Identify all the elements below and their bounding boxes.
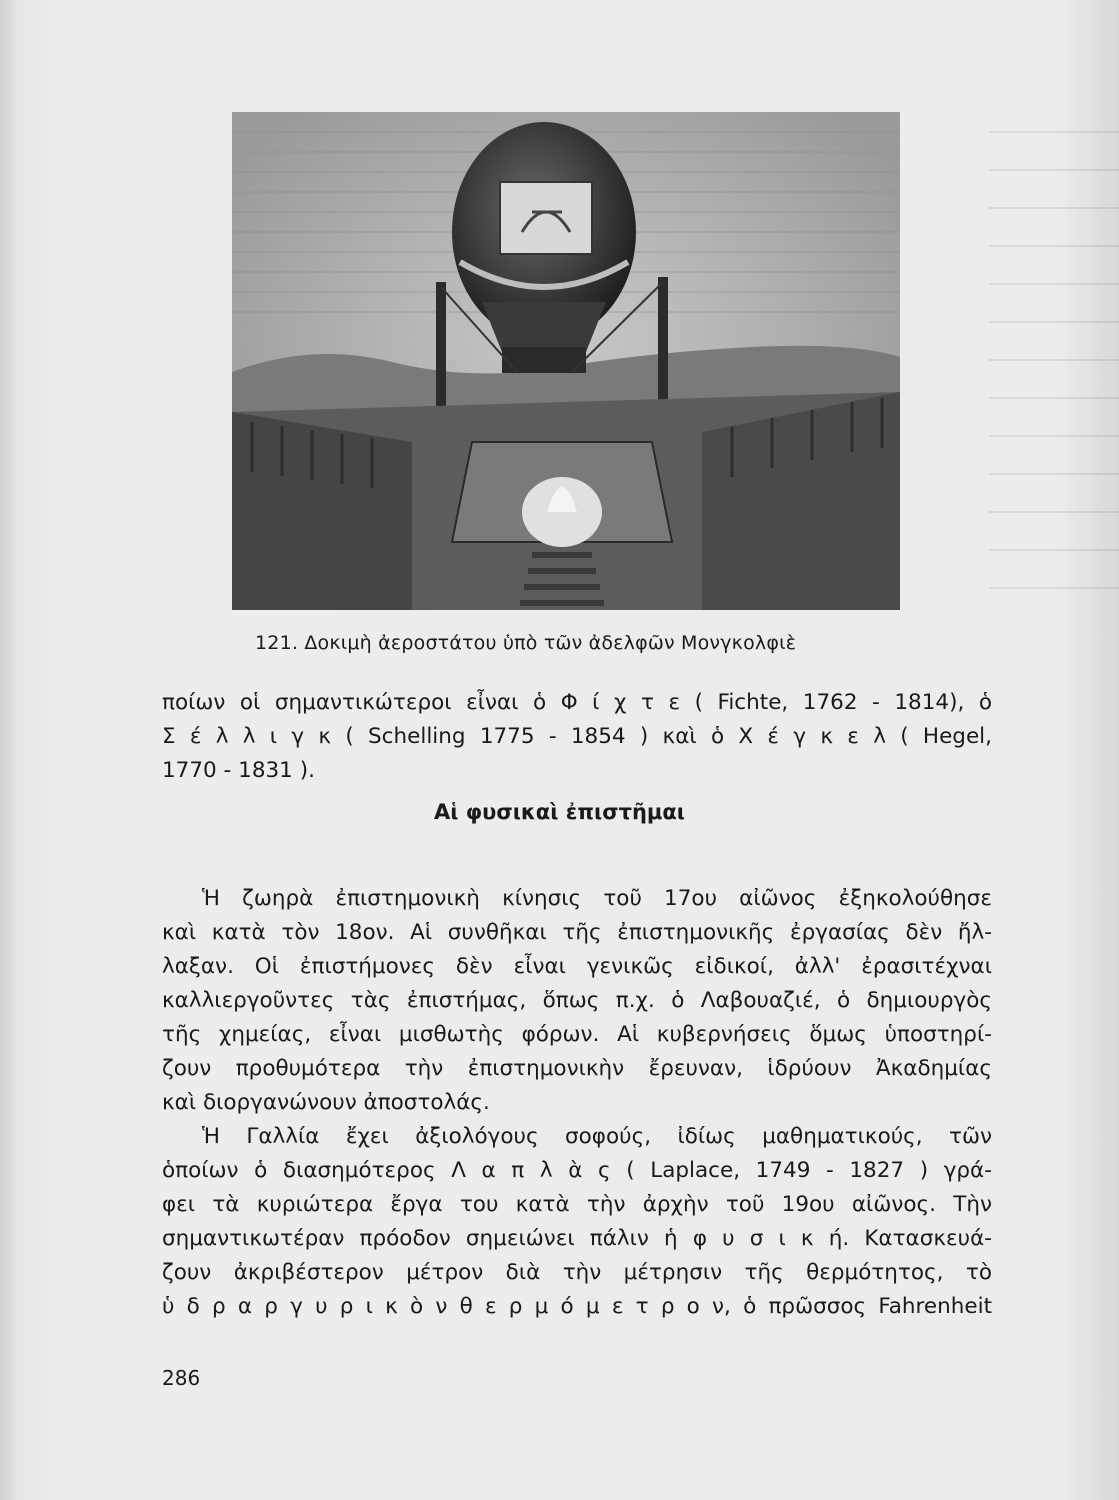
paragraph-2 <box>162 882 992 1324</box>
figure-caption: 121. Δοκιμὴ ἀεροστάτου ὑπὸ τῶν ἀδελφῶν Μονγκολφιὲ <box>255 632 797 654</box>
text-line: ὁποίων ὁ διασημότερος Λ α π λ ὰ ς ( Laplace, 1749 - 1827 ) γρά- <box>162 1158 992 1183</box>
text-line: σημαντικωτέραν πρόοδον σημειώνει πάλιν ἡ φ υ σ ι κ ή. Κατασκευά- <box>162 1226 992 1251</box>
balloon-illustration <box>232 112 900 610</box>
text-line: λαξαν. Οἱ ἐπιστήμονες δὲν εἶναι γενικῶς εἰδικοί, ἀλλ' ἐρασιτέχναι <box>162 954 992 979</box>
text-line: καλλιεργοῦντες τὰς ἐπιστήμας, ὅπως π.χ. ὁ Λαβουαζιέ, ὁ δημιουργὸς <box>162 988 992 1013</box>
text-line: Ἡ Γαλλία ἔχει ἀξιολόγους σοφούς, ἰδίως μαθηματικούς, τῶν <box>202 1124 992 1149</box>
show-through-text <box>989 95 1119 615</box>
text-line: Σ έ λ λ ι γ κ ( Schelling 1775 - 1854 ) καὶ ὁ Χ έ γ κ ε λ ( Hegel, <box>162 724 992 749</box>
text-line: 1770 - 1831 ). <box>162 758 315 783</box>
section-heading: Αἱ φυσικαὶ ἐπιστῆμαι <box>434 800 685 824</box>
paragraph-1 <box>162 686 992 788</box>
text-line: καὶ κατὰ τὸν 18ον. Αἱ συνθῆκαι τῆς ἐπιστημονικῆς ἐργασίας δὲν ἤλ- <box>162 920 992 945</box>
text-line: ζουν ἀκριβέστερον μέτρον διὰ τὴν μέτρησιν τῆς θερμότητος, τὸ <box>162 1260 992 1285</box>
text-line: ὑ δ ρ α ρ γ υ ρ ι κ ὸ ν θ ε ρ μ ό μ ε τ ρ ο ν, ὁ πρῶσσος Fahrenheit <box>162 1294 992 1319</box>
page-number: 286 <box>162 1366 201 1390</box>
text-line: Ἡ ζωηρὰ ἐπιστημονικὴ κίνησις τοῦ 17ου αἰῶνος ἐξηκολούθησε <box>202 886 992 911</box>
balloon-engraving <box>232 112 900 610</box>
text-line: ποίων οἱ σημαντικώτεροι εἶναι ὁ Φ ί χ τ ε ( Fichte, 1762 - 1814), ὁ <box>162 690 992 715</box>
text-line: τῆς χημείας, εἶναι μισθωτὴς φόρων. Αἱ κυβερνήσεις ὅμως ὑποστηρί- <box>162 1022 992 1047</box>
text-line: ζουν προθυμότερα τὴν ἐπιστημονικὴν ἔρευναν, ἱδρύουν Ἀκαδημίας <box>162 1056 992 1081</box>
text-line: καὶ διοργανώνουν ἀποστολάς. <box>162 1090 490 1115</box>
text-line: φει τὰ κυριώτερα ἔργα του κατὰ τὴν ἀρχὴν τοῦ 19ου αἰῶνος. Τὴν <box>162 1192 992 1217</box>
